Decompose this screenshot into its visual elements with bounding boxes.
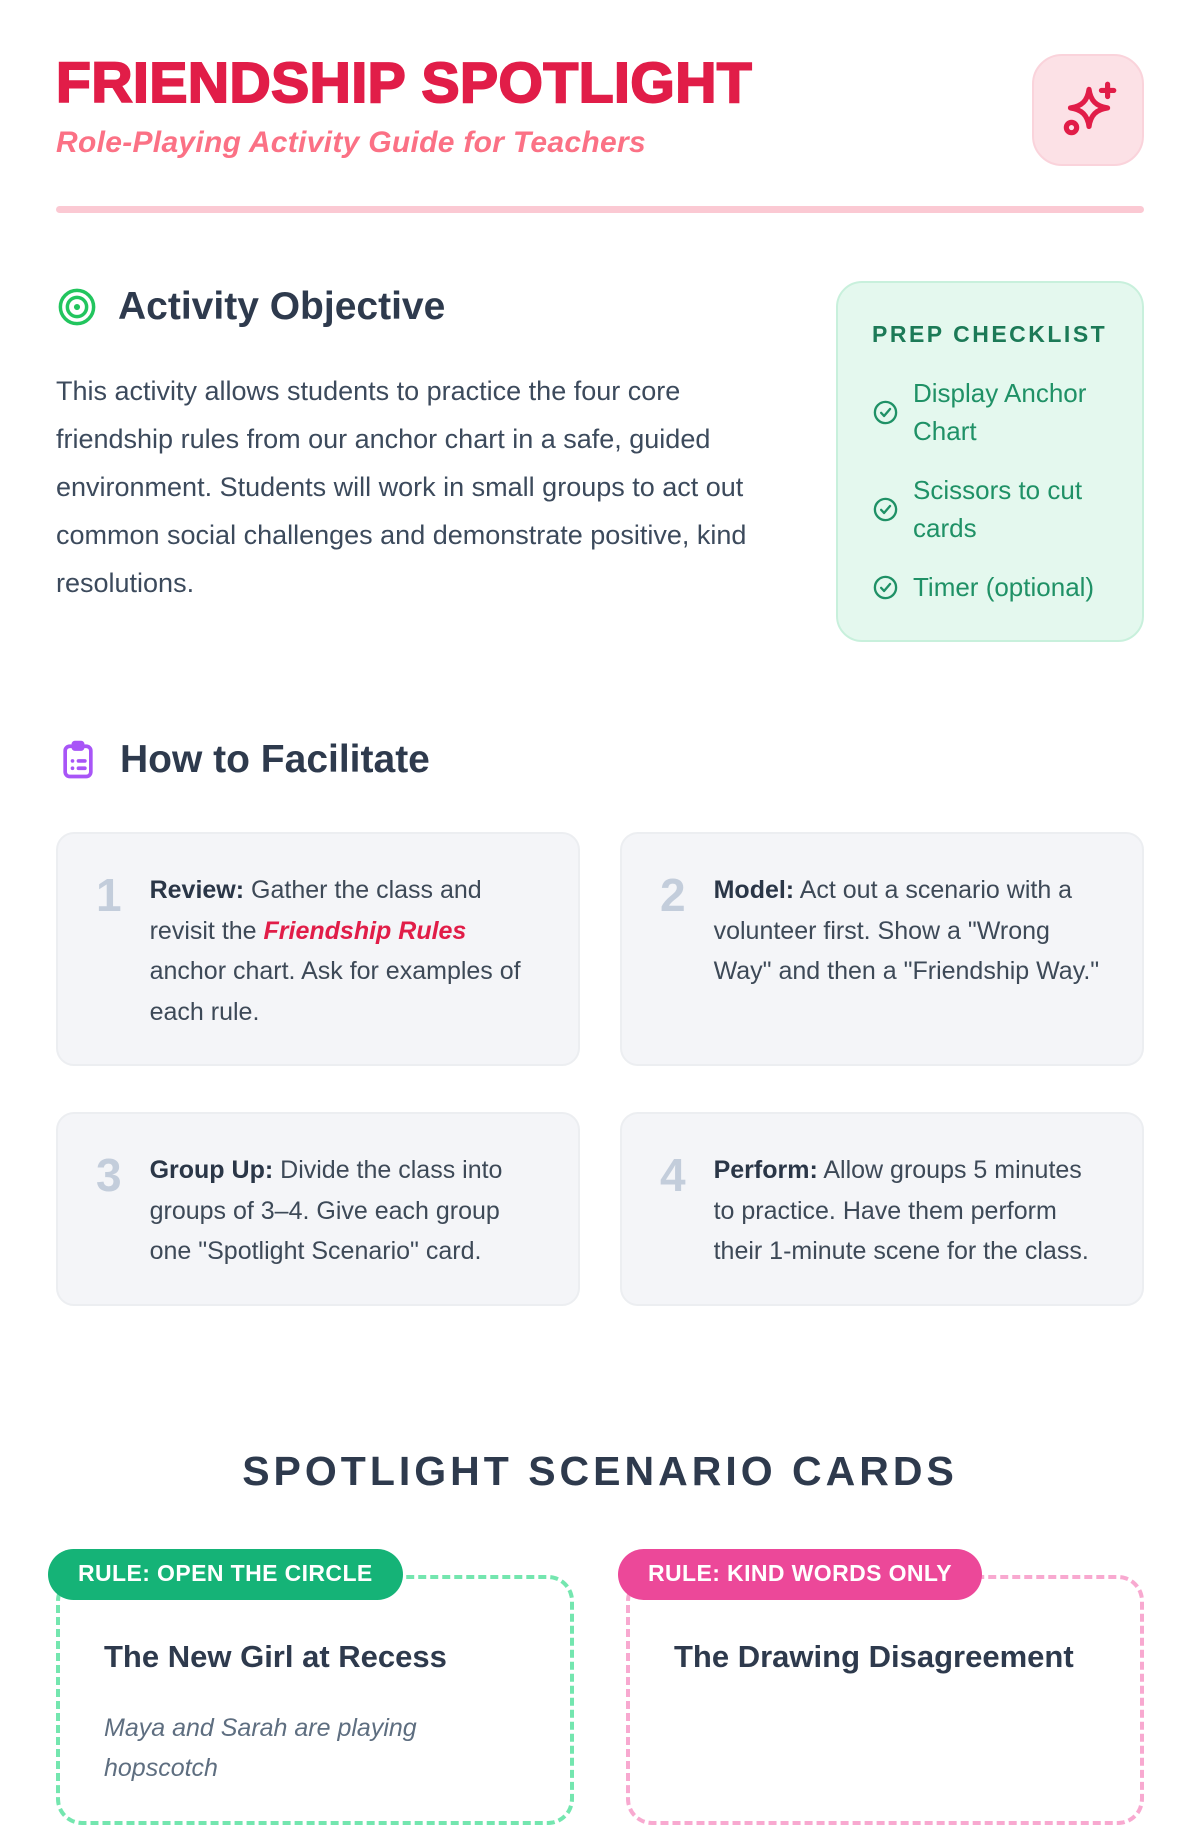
- page-subtitle: Role-Playing Activity Guide for Teachers: [56, 125, 646, 159]
- step-body: Act out a scenario with a volunteer first. Show a "Wrong Way" and then a "Friendship Way.": [713, 876, 1100, 986]
- step-card-3: [56, 1112, 580, 1306]
- prep-checklist-list: [872, 374, 1112, 606]
- step-number: 4: [660, 1149, 686, 1202]
- scenario-card-kind-words-only: [626, 1549, 1144, 1825]
- rule-badge: RULE: KIND WORDS ONLY: [618, 1549, 982, 1600]
- step-lead: Perform:: [713, 1156, 818, 1185]
- step-card-1: [56, 832, 580, 1066]
- header: [56, 0, 1144, 166]
- sparkles-icon: [1032, 54, 1144, 166]
- prep-checklist-title: PREP CHECKLIST: [872, 321, 1108, 347]
- step-body: Allow groups 5 minutes to practice. Have them perform their 1-minute scene for the class.: [713, 1156, 1089, 1266]
- step-number: 1: [96, 869, 122, 922]
- rule-badge: RULE: OPEN THE CIRCLE: [48, 1549, 403, 1600]
- header-text: [56, 51, 753, 160]
- scenario-card-text: Maya and Sarah are playing hopscotch: [104, 1713, 417, 1782]
- facilitate-heading: [56, 738, 1144, 782]
- prep-checklist-item: [872, 374, 1112, 451]
- page-title: FRIENDSHIP SPOTLIGHT: [56, 51, 753, 115]
- prep-item-label: Scissors to cut cards: [913, 474, 1083, 544]
- objective-heading: [56, 285, 784, 329]
- scenario-card-title: The New Girl at Recess: [104, 1638, 447, 1674]
- prep-item-label: Display Anchor Chart: [913, 378, 1087, 447]
- check-circle-icon: [872, 574, 899, 601]
- prep-checklist-item: [872, 471, 1112, 548]
- scenario-card-body: [626, 1575, 1144, 1825]
- target-icon: [56, 286, 98, 328]
- step-body: Gather the class and revisit the: [149, 876, 482, 945]
- step-text: [714, 1150, 1106, 1272]
- facilitate-section: [56, 738, 1144, 1306]
- step-number: 3: [96, 1149, 122, 1202]
- scenario-heading: SPOTLIGHT SCENARIO CARDS: [242, 1447, 958, 1494]
- objective-section: [56, 285, 784, 607]
- step-body: Divide the class into groups of 3–4. Give each group one "Spotlight Scenario" card.: [149, 1156, 503, 1266]
- scenario-card-title: The Drawing Disagreement: [674, 1638, 1074, 1674]
- steps-grid: [56, 832, 1144, 1306]
- prep-checklist-item: [872, 568, 1112, 606]
- scenario-section: [56, 1448, 1144, 1825]
- objective-heading-label: Activity Objective: [118, 285, 446, 328]
- scenario-card-open-the-circle: [56, 1549, 574, 1825]
- step-number: 2: [660, 869, 686, 922]
- prep-checklist-card: [836, 281, 1144, 642]
- step-lead: Review:: [149, 876, 245, 905]
- prep-item-label: Timer (optional): [913, 571, 1095, 602]
- check-circle-icon: [872, 399, 899, 426]
- check-circle-icon: [872, 496, 899, 523]
- divider: [56, 206, 1144, 213]
- facilitate-heading-label: How to Facilitate: [120, 738, 430, 782]
- step-lead: Model:: [713, 876, 795, 905]
- step-lead: Group Up:: [149, 1156, 274, 1185]
- step-card-2: [620, 832, 1144, 1066]
- step-text: [714, 870, 1106, 1032]
- step-highlight: Friendship Rules: [263, 916, 467, 945]
- step-text: [150, 1150, 542, 1272]
- scenario-cards-row: [56, 1549, 1144, 1825]
- step-body: anchor chart. Ask for examples of each rule.: [149, 957, 521, 1026]
- objective-row: [56, 285, 1144, 642]
- scenario-card-body: [56, 1575, 574, 1825]
- clipboard-icon: [56, 738, 100, 782]
- step-card-4: [620, 1112, 1144, 1306]
- step-text: [150, 870, 542, 1032]
- objective-paragraph: This activity allows students to practice the four core friendship rules from our anchor chart in a safe, guided environment. Students will work in small groups to act out common social challenges and demonstrate positive, kind resolutions.: [56, 376, 747, 599]
